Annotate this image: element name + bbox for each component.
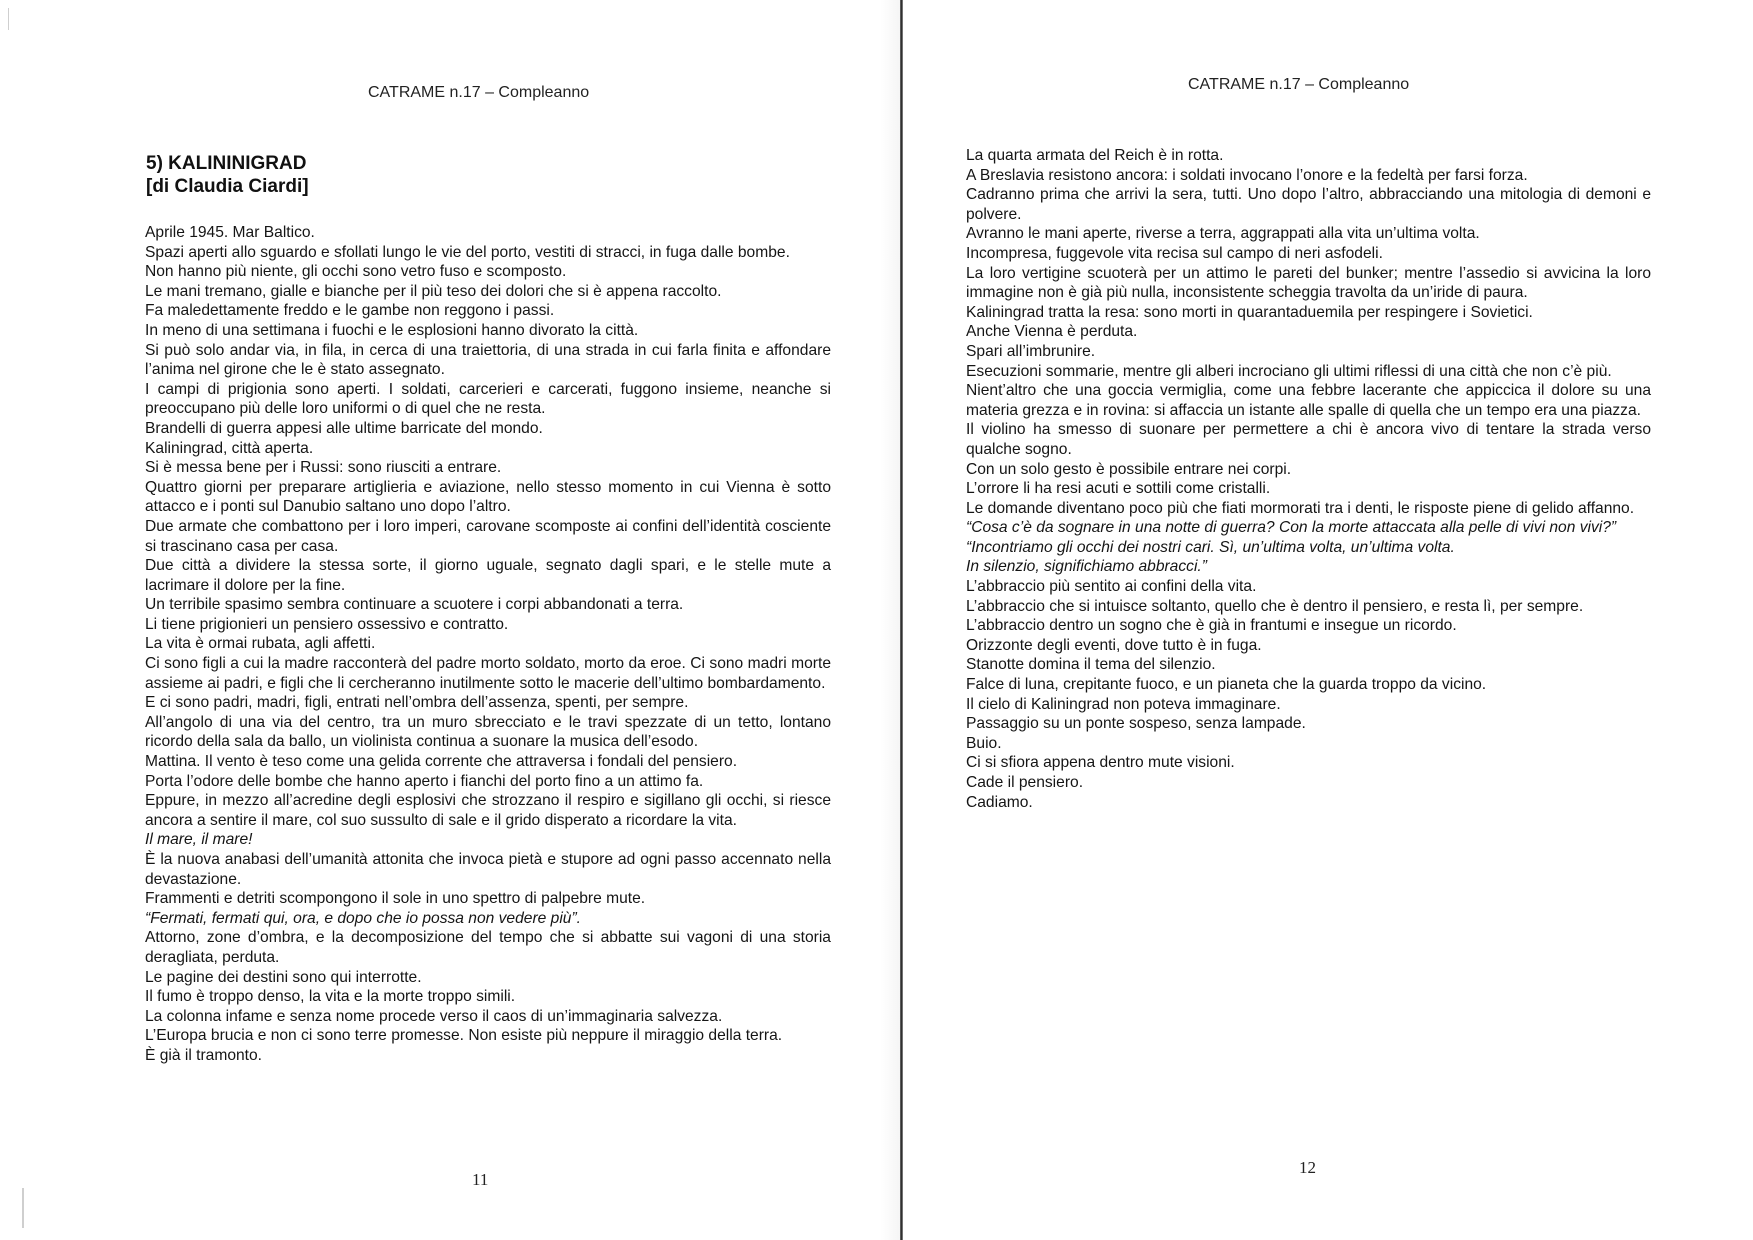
running-header: CATRAME n.17 – Compleanno: [1188, 76, 1410, 93]
paragraph: Avranno le mani aperte, riverse a terra, aggrappati alla vita un’ultima volta.: [966, 225, 1480, 243]
body-text: [145, 223, 831, 1066]
paragraph: Con un solo gesto è possibile entrare nei corpi.: [966, 460, 1292, 478]
story-title-line: 5) KALININIGRAD: [146, 153, 307, 174]
paragraph: La colonna infame e senza nome procede verso il caos di un’immaginaria salvezza.: [145, 1007, 723, 1025]
paragraph: Ci si sfiora appena dentro mute visioni.: [966, 754, 1235, 772]
gutter-shadow: [880, 0, 900, 1240]
paragraph: Spari all’imbrunire.: [966, 342, 1096, 360]
paragraph: Cade il pensiero.: [966, 774, 1084, 791]
paragraph: Si è messa bene per i Russi: sono riusciti a entrare.: [145, 459, 502, 477]
paragraph: Frammenti e detriti scompongono il sole in uno spettro di palpebre mute.: [145, 890, 646, 908]
paragraph: L’abbraccio che si intuisce soltanto, quello che è dentro il pensiero, e resta lì, per sempre.: [966, 597, 1584, 615]
paragraph: Esecuzioni sommarie, mentre gli alberi incrociano gli ultimi riflessi di una città che non c’è più.: [966, 362, 1612, 380]
paragraph: Cadiamo.: [966, 793, 1033, 811]
paragraph: Li tiene prigionieri un pensiero ossessivo e contratto.: [145, 615, 509, 633]
running-header: CATRAME n.17 – Compleanno: [368, 84, 590, 101]
paragraph: Nient’altro che una goccia vermiglia, come una febbre lacerante che appiccica il dolore su una materia grezza e in rovina: si affaccia un istante alle spalle di quella che un tempo era una piazza.: [966, 382, 1651, 419]
paragraph: Due armate che combattono per i loro imperi, carovane scomposte ai confini dell’identità cosciente si trascinano casa per casa.: [145, 517, 831, 555]
paragraph: Aprile 1945. Mar Baltico.: [145, 224, 315, 241]
paragraph: L’Europa brucia e non ci sono terre promesse. Non esiste più neppure il miraggio della terra.: [145, 1027, 783, 1045]
page-number: 11: [472, 1170, 489, 1189]
body-text: [966, 146, 1651, 812]
paragraph: La quarta armata del Reich è in rotta.: [966, 147, 1224, 164]
paragraph: Attorno, zone d’ombra, e la decomposizione del tempo che si abbatte sui vagoni di una storia deragliata, perduta.: [145, 929, 831, 966]
paragraph: Incompresa, fuggevole vita recisa sul campo di neri asfodeli.: [966, 244, 1383, 262]
paragraph: Anche Vienna è perduta.: [966, 323, 1138, 341]
paragraph: Le pagine dei destini sono qui interrotte.: [145, 968, 422, 986]
scan-mark: [22, 1188, 24, 1228]
paragraph: Eppure, in mezzo all’acredine degli esplosivi che strozzano il respiro e sigillano gli occhi, si riesce ancora a sentire il mare, col suo sussulto di sale e il grido disperato a ricordare la vita.: [145, 792, 831, 829]
paragraph: Il cielo di Kaliningrad non poteva immaginare.: [966, 695, 1281, 713]
paragraph: Porta l’odore delle bombe che hanno aperto i fianchi del porto fino a un attimo fa.: [145, 772, 704, 790]
paragraph: Stanotte domina il tema del silenzio.: [966, 656, 1216, 674]
paragraph: Il violino ha smesso di suonare per permettere a chi è ancora vivo di tentare la strada verso qualche sogno.: [966, 421, 1651, 458]
paragraph: Non hanno più niente, gli occhi sono vetro fuso e scomposto.: [145, 263, 567, 281]
paragraph: Cadranno prima che arrivi la sera, tutti. Uno dopo l’altro, abbracciando una mitologia di demoni e polvere.: [966, 186, 1651, 223]
paragraph: Si può solo andar via, in fila, in cerca di una traiettoria, di una strada in cui farla finita e affondare l’anima nel girone che le è stato assegnato.: [145, 341, 831, 379]
paragraph: L’abbraccio dentro un sogno che è già in frantumi e insegue un ricordo.: [966, 617, 1457, 635]
paragraph: Orizzonte degli eventi, dove tutto è in fuga.: [966, 636, 1262, 654]
paragraph: All’angolo di una via del centro, tra un muro sbrecciato e le travi spezzate di un tetto, lontano ricordo della sala da ballo, un violinista continua a suonare la musica dell’esodo.: [145, 713, 831, 751]
paragraph: L’abbraccio più sentito ai confini della vita.: [966, 578, 1257, 596]
paragraph: “Fermati, fermati qui, ora, e dopo che io possa non vedere più”.: [145, 909, 581, 927]
paragraph: Falce di luna, crepitante fuoco, e un pianeta che la guarda troppo da vicino.: [966, 676, 1487, 694]
paragraph: Kaliningrad tratta la resa: sono morti in quarantaduemila per respingere i Sovietici.: [966, 303, 1533, 321]
paragraph: Spazi aperti allo sguardo e sfollati lungo le vie del porto, vestiti di stracci, in fuga dalle bombe.: [145, 243, 790, 261]
paragraph: In silenzio, significhiamo abbracci.”: [966, 558, 1207, 576]
paragraph: Quattro giorni per preparare artiglieria e aviazione, nello stesso momento in cui Vienna è sotto attacco e i ponti sul Danubio saltano uno dopo l’altro.: [145, 478, 831, 516]
paragraph: Il fumo è troppo denso, la vita e la morte troppo simili.: [145, 988, 516, 1006]
paragraph: Ci sono figli a cui la madre racconterà del padre morto soldato, morto da eroe. Ci sono madri morte assieme ai padri, e figli che li cercheranno inutilmente sotto le macerie dell’ultimo bombardamento.: [145, 655, 831, 692]
paragraph: E ci sono padri, madri, figli, entrati nell’ombra dell’assenza, spenti, per sempre.: [145, 694, 689, 712]
paragraph: Le domande diventano poco più che fiati mormorati tra i denti, le risposte piene di gelido affanno.: [966, 499, 1635, 517]
paragraph: I campi di prigionia sono aperti. I soldati, carcerieri e carcerati, fuggono insieme, neanche si preoccupano più delle loro uniformi o di quel che ne resta.: [145, 380, 831, 418]
paragraph: Il mare, il mare!: [145, 831, 253, 849]
scan-mark: [8, 8, 9, 30]
paragraph: La vita è ormai rubata, agli affetti.: [145, 635, 376, 653]
paragraph: L’orrore li ha resi acuti e sottili come cristalli.: [966, 480, 1271, 498]
paragraph: Mattina. Il vento è teso come una gelida corrente che attraversa i fondali del pensiero.: [145, 753, 738, 771]
paragraph: Buio.: [966, 734, 1002, 752]
paragraph: Le mani tremano, gialle e bianche per il più teso dei dolori che si è appena raccolto.: [145, 282, 722, 300]
paragraph: “Cosa c’è da sognare in una notte di guerra? Con la morte attaccata alla pelle di vivi non vivi?”: [966, 519, 1617, 537]
paragraph: Fa maledettamente freddo e le gambe non reggono i passi.: [145, 302, 555, 320]
paragraph: Due città a dividere la stessa sorte, il giorno uguale, segnato dagli spari, e le stelle mute a lacrimare il dolore per la fine.: [145, 557, 831, 594]
right-page: [903, 0, 1753, 1240]
story-title: [146, 152, 309, 198]
paragraph: Un terribile spasimo sembra continuare a scuotere i corpi abbandonati a terra.: [145, 596, 684, 614]
story-author-line: [di Claudia Ciardi]: [146, 176, 309, 197]
paragraph: Brandelli di guerra appesi alle ultime barricate del mondo.: [145, 419, 543, 437]
paragraph: È la nuova anabasi dell’umanità attonita che invoca pietà e stupore ad ogni passo accennato nella devastazione.: [145, 851, 831, 888]
paragraph: Passaggio su un ponte sospeso, senza lampade.: [966, 715, 1306, 733]
paragraph: In meno di una settimana i fuochi e le esplosioni hanno divorato la città.: [145, 321, 639, 339]
paragraph: A Breslavia resistono ancora: i soldati invocano l’onore e la fedeltà per farsi forza.: [966, 166, 1528, 184]
paragraph: È già il tramonto.: [145, 1046, 263, 1064]
paragraph: La loro vertigine scuoterà per un attimo le pareti del bunker; mentre l’assedio si avvicina la loro immagine non è già più nulla, inconsistente scheggia travolta da un’iride di paura.: [966, 264, 1651, 302]
page-number: 12: [1299, 1158, 1316, 1177]
paragraph: Kaliningrad, città aperta.: [145, 439, 314, 457]
paragraph: “Incontriamo gli occhi dei nostri cari. Sì, un’ultima volta, un’ultima volta.: [966, 538, 1455, 556]
